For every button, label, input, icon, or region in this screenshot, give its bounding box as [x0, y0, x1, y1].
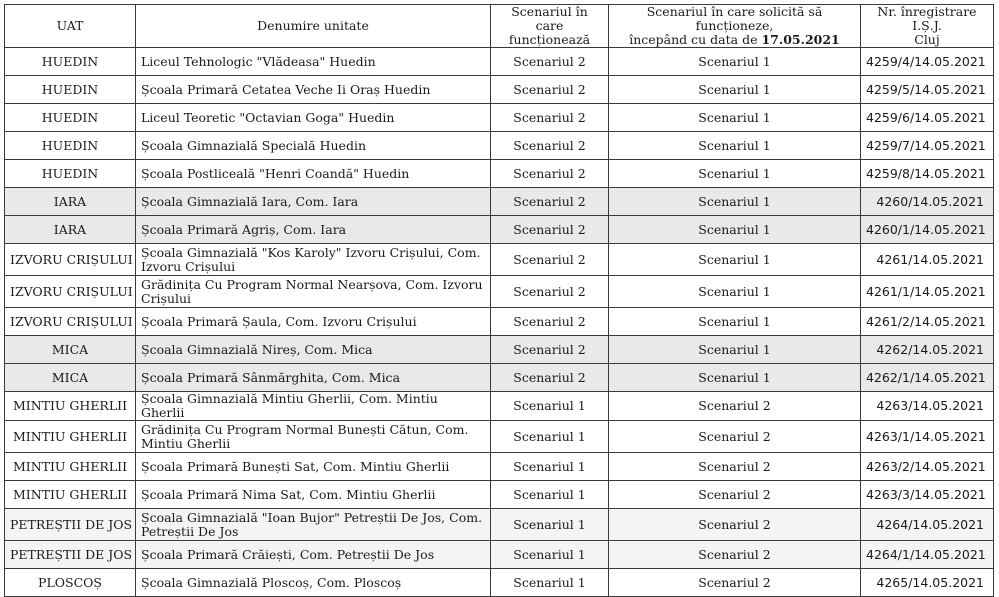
- cell-name: Școala Gimnazială Ploscoș, Com. Ploscoș: [136, 569, 491, 597]
- cell-current: Scenariul 2: [491, 276, 609, 308]
- cell-registration: 4259/6/14.05.2021: [861, 104, 994, 132]
- cell-registration: 4265/14.05.2021: [861, 569, 994, 597]
- cell-registration: 4262/14.05.2021: [861, 336, 994, 364]
- cell-uat: HUEDIN: [5, 48, 136, 76]
- table-row: [5, 160, 994, 188]
- cell-registration: 4263/3/14.05.2021: [861, 481, 994, 509]
- cell-current: Scenariul 1: [491, 421, 609, 453]
- cell-current: Scenariul 1: [491, 392, 609, 421]
- cell-name: Școala Gimnazială "Kos Karoly" Izvoru Crișului, Com. Izvoru Crișului: [136, 244, 491, 276]
- cell-name: Școala Gimnazială Nireș, Com. Mica: [136, 336, 491, 364]
- scenario-table: [4, 4, 994, 597]
- cell-registration: 4259/7/14.05.2021: [861, 132, 994, 160]
- table-row: [5, 569, 994, 597]
- cell-uat: IARA: [5, 188, 136, 216]
- header-name: Denumire unitate: [136, 5, 491, 48]
- cell-current: Scenariul 1: [491, 481, 609, 509]
- cell-name: Școala Primară Crăiești, Com. Petreștii De Jos: [136, 541, 491, 569]
- cell-registration: 4261/2/14.05.2021: [861, 308, 994, 336]
- cell-name: Grădinița Cu Program Normal Bunești Cătun, Com. Mintiu Gherlii: [136, 421, 491, 453]
- cell-name: Școala Gimnazială Specială Huedin: [136, 132, 491, 160]
- cell-requested: Scenariul 1: [609, 244, 861, 276]
- cell-requested: Scenariul 1: [609, 336, 861, 364]
- table-row: [5, 392, 994, 421]
- cell-registration: 4259/8/14.05.2021: [861, 160, 994, 188]
- cell-current: Scenariul 2: [491, 308, 609, 336]
- table-row: [5, 276, 994, 308]
- cell-current: Scenariul 1: [491, 509, 609, 541]
- table-row: [5, 541, 994, 569]
- cell-name: Școala Gimnazială Iara, Com. Iara: [136, 188, 491, 216]
- cell-requested: Scenariul 1: [609, 48, 861, 76]
- cell-name: Grădinița Cu Program Normal Nearșova, Com. Izvoru Crișului: [136, 276, 491, 308]
- cell-uat: MICA: [5, 364, 136, 392]
- cell-registration: 4264/14.05.2021: [861, 509, 994, 541]
- cell-uat: MINTIU GHERLII: [5, 392, 136, 421]
- cell-uat: HUEDIN: [5, 76, 136, 104]
- cell-uat: HUEDIN: [5, 160, 136, 188]
- table-row: [5, 104, 994, 132]
- cell-requested: Scenariul 2: [609, 509, 861, 541]
- cell-registration: 4263/14.05.2021: [861, 392, 994, 421]
- cell-requested: Scenariul 2: [609, 453, 861, 481]
- table-row: [5, 509, 994, 541]
- table-row: [5, 188, 994, 216]
- cell-name: Liceul Tehnologic "Vlădeasa" Huedin: [136, 48, 491, 76]
- cell-uat: IZVORU CRIȘULUI: [5, 276, 136, 308]
- cell-requested: Scenariul 2: [609, 569, 861, 597]
- cell-registration: 4262/1/14.05.2021: [861, 364, 994, 392]
- table-row: [5, 453, 994, 481]
- cell-current: Scenariul 2: [491, 216, 609, 244]
- cell-name: Școala Primară Bunești Sat, Com. Mintiu Gherlii: [136, 453, 491, 481]
- cell-requested: Scenariul 1: [609, 216, 861, 244]
- cell-uat: HUEDIN: [5, 104, 136, 132]
- cell-current: Scenariul 2: [491, 336, 609, 364]
- cell-uat: IARA: [5, 216, 136, 244]
- header-current-scenario: Scenariul în care funcționează: [491, 5, 609, 48]
- table-row: [5, 364, 994, 392]
- cell-registration: 4260/1/14.05.2021: [861, 216, 994, 244]
- table-row: [5, 336, 994, 364]
- cell-current: Scenariul 2: [491, 132, 609, 160]
- table-row: [5, 216, 994, 244]
- cell-requested: Scenariul 1: [609, 188, 861, 216]
- cell-uat: PLOSCOȘ: [5, 569, 136, 597]
- cell-name: Școala Primară Sânmărghita, Com. Mica: [136, 364, 491, 392]
- cell-registration: 4264/1/14.05.2021: [861, 541, 994, 569]
- cell-uat: HUEDIN: [5, 132, 136, 160]
- cell-requested: Scenariul 2: [609, 541, 861, 569]
- cell-registration: 4261/1/14.05.2021: [861, 276, 994, 308]
- table-row: [5, 421, 994, 453]
- table-row: [5, 481, 994, 509]
- cell-current: Scenariul 2: [491, 244, 609, 276]
- header-row: [5, 5, 994, 48]
- cell-name: Școala Postliceală "Henri Coandă" Huedin: [136, 160, 491, 188]
- document-page: [4, 4, 994, 597]
- cell-current: Scenariul 1: [491, 569, 609, 597]
- cell-name: Școala Primară Agriș, Com. Iara: [136, 216, 491, 244]
- table-row: [5, 244, 994, 276]
- cell-name: Liceul Teoretic "Octavian Goga" Huedin: [136, 104, 491, 132]
- cell-current: Scenariul 2: [491, 48, 609, 76]
- table-row: [5, 48, 994, 76]
- requested-date: 17.05.2021: [761, 32, 840, 47]
- cell-name: Școala Gimnazială "Ioan Bujor" Petreștii De Jos, Com. Petreștii De Jos: [136, 509, 491, 541]
- cell-registration: 4263/1/14.05.2021: [861, 421, 994, 453]
- table-row: [5, 76, 994, 104]
- cell-uat: IZVORU CRIȘULUI: [5, 308, 136, 336]
- cell-registration: 4263/2/14.05.2021: [861, 453, 994, 481]
- table-row: [5, 308, 994, 336]
- cell-uat: PETREȘTII DE JOS: [5, 541, 136, 569]
- cell-name: Școala Primară Șaula, Com. Izvoru Crișului: [136, 308, 491, 336]
- cell-uat: IZVORU CRIȘULUI: [5, 244, 136, 276]
- table-row: [5, 132, 994, 160]
- cell-current: Scenariul 2: [491, 104, 609, 132]
- cell-current: Scenariul 1: [491, 453, 609, 481]
- cell-requested: Scenariul 2: [609, 481, 861, 509]
- cell-requested: Scenariul 1: [609, 364, 861, 392]
- cell-current: Scenariul 2: [491, 76, 609, 104]
- cell-requested: Scenariul 1: [609, 308, 861, 336]
- cell-registration: 4259/5/14.05.2021: [861, 76, 994, 104]
- cell-uat: MINTIU GHERLII: [5, 481, 136, 509]
- cell-uat: MINTIU GHERLII: [5, 421, 136, 453]
- header-requested-scenario: Scenariul în care solicită să funcționeze, începând cu data de 17.05.2021: [609, 5, 861, 48]
- header-registration: Nr. înregistrare I.Ș.J. Cluj: [861, 5, 994, 48]
- cell-requested: Scenariul 1: [609, 160, 861, 188]
- cell-uat: PETREȘTII DE JOS: [5, 509, 136, 541]
- cell-registration: 4259/4/14.05.2021: [861, 48, 994, 76]
- cell-requested: Scenariul 1: [609, 104, 861, 132]
- cell-current: Scenariul 2: [491, 188, 609, 216]
- cell-requested: Scenariul 2: [609, 421, 861, 453]
- cell-requested: Scenariul 1: [609, 132, 861, 160]
- cell-requested: Scenariul 1: [609, 76, 861, 104]
- cell-uat: MINTIU GHERLII: [5, 453, 136, 481]
- cell-registration: 4261/14.05.2021: [861, 244, 994, 276]
- cell-requested: Scenariul 1: [609, 276, 861, 308]
- cell-name: Școala Gimnazială Mintiu Gherlii, Com. Mintiu Gherlii: [136, 392, 491, 421]
- header-uat: UAT: [5, 5, 136, 48]
- cell-name: Școala Primară Cetatea Veche Ii Oraș Huedin: [136, 76, 491, 104]
- cell-current: Scenariul 2: [491, 364, 609, 392]
- cell-name: Școala Primară Nima Sat, Com. Mintiu Gherlii: [136, 481, 491, 509]
- cell-current: Scenariul 1: [491, 541, 609, 569]
- cell-uat: MICA: [5, 336, 136, 364]
- cell-requested: Scenariul 2: [609, 392, 861, 421]
- cell-registration: 4260/14.05.2021: [861, 188, 994, 216]
- cell-current: Scenariul 2: [491, 160, 609, 188]
